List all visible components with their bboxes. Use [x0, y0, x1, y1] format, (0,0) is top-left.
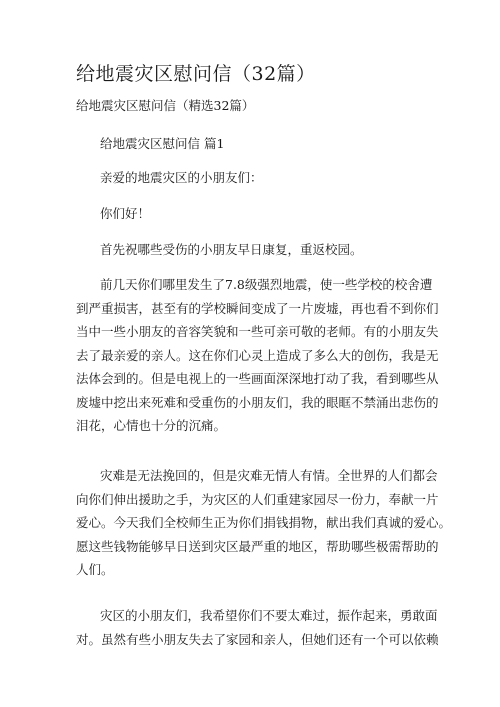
paragraph-line: 当中一些小朋友的音容笑貌和一些可亲可敬的老师。有的小朋友失 [76, 324, 439, 339]
paragraph-line: 愿这些钱物能够早日送到灾区最严重的地区，帮助哪些极需帮助的 [76, 538, 439, 554]
paragraph-line: 去了最亲爱的亲人。这在你们心灵上造成了多么大的创伤，我是无 [76, 347, 439, 363]
paragraph-line: 泪花，心情也十分的沉痛。 [76, 418, 227, 433]
paragraph-line: 到严重损害，甚至有的学校瞬间变成了一片废墟，再也看不到你们 [76, 300, 439, 316]
paragraph-line: 废墟中挖出来死难和受重伤的小朋友们，我的眼眶不禁涌出悲伤的 [76, 394, 439, 410]
section-title: 给地震灾区慰问信 篇1 [100, 136, 225, 151]
paragraph-greeting [76, 166, 436, 190]
paragraph-line: 灾难是无法挽回的，但是灾难无情人有情。全世界的人们都会 [100, 468, 438, 483]
paragraph-line: 灾区的小朋友们，我希望你们不要太难过，振作起来，勇敢面 [100, 608, 438, 623]
document-title: 给地震灾区慰问信（32篇） [76, 63, 316, 85]
paragraph-line: 亲爱的地震灾区的小朋友们： [100, 170, 263, 185]
paragraph-earthquake [76, 273, 439, 438]
paragraph-encouragement [76, 604, 439, 651]
document-subtitle: 给地震灾区慰问信（精选32篇） [76, 98, 255, 113]
paragraph-line: 前几天你们哪里发生了7.8级强烈地震，使一些学校的校舍遭 [100, 277, 433, 292]
paragraph-line: 人们。 [76, 562, 114, 577]
paragraph-line: 法体会到的。但是电视上的一些画面深深地打动了我，看到哪些从 [76, 371, 439, 386]
paragraph-line: 向你们伸出援助之手，为灾区的人们重建家园尽一份力，奉献一片 [76, 491, 439, 507]
paragraph-line: 首先祝哪些受伤的小朋友早日康复，重返校园。 [100, 242, 363, 257]
paragraph-wishes [76, 238, 436, 262]
paragraph-line: 你们好！ [100, 206, 151, 221]
paragraph-hello [76, 202, 436, 226]
paragraph-line: 对。虽然有些小朋友失去了家园和亲人，但她们还有一个可以依赖 [76, 631, 439, 647]
paragraph-line: 爱心。今天我们全校师生正为你们捐钱捐物，献出我们真诚的爱心。 [76, 515, 452, 530]
paragraph-compassion [76, 464, 452, 582]
